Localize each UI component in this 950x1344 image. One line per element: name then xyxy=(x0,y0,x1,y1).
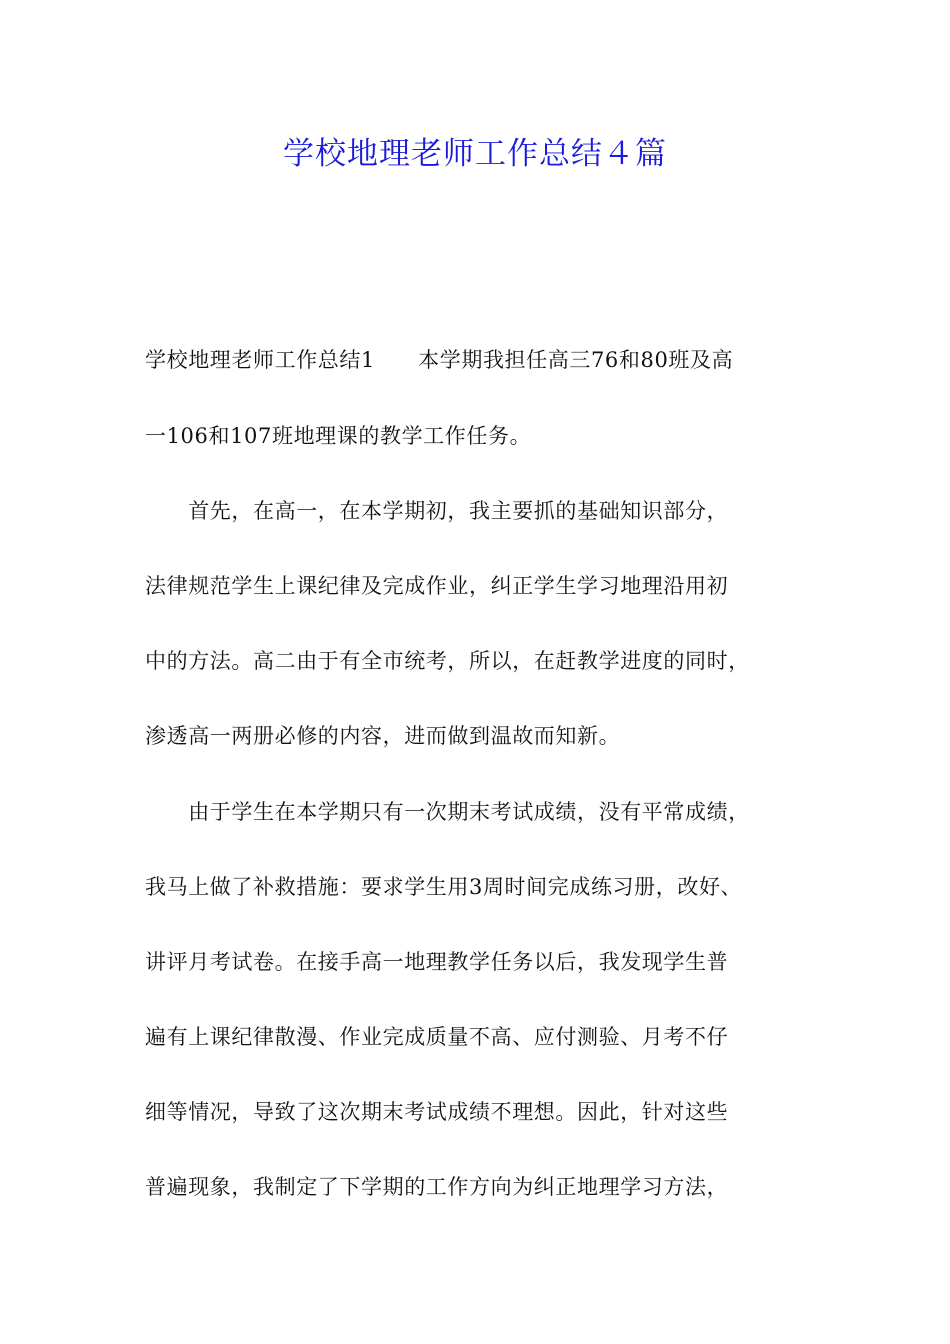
body-line: 普遍现象，我制定了下学期的工作方向为纠正地理学习方法， xyxy=(145,1175,729,1199)
body-line: 遍有上课纪律散漫、作业完成质量不高、应付测验、月考不仔 xyxy=(145,1025,729,1049)
body-line: 渗透高一两册必修的内容，进而做到温故而知新。 xyxy=(145,724,621,748)
body-line: 由于学生在本学期只有一次期末考试成绩，没有平常成绩， xyxy=(145,800,750,824)
body-line: 学校地理老师工作总结1 本学期我担任高三76和80班及高 xyxy=(145,348,734,372)
body-line: 细等情况，导致了这次期末考试成绩不理想。因此，针对这些 xyxy=(145,1100,729,1124)
body-line: 一106和107班地理课的教学工作任务。 xyxy=(145,424,532,448)
body-line: 我马上做了补救措施：要求学生用3周时间完成练习册，改好、 xyxy=(145,875,743,899)
body-line: 法律规范学生上课纪律及完成作业，纠正学生学习地理沿用初 xyxy=(145,574,729,598)
body-line: 中的方法。高二由于有全市统考，所以，在赶教学进度的同时， xyxy=(145,649,750,673)
body-line: 讲评月考试卷。在接手高一地理教学任务以后，我发现学生普 xyxy=(145,950,729,974)
body-line: 首先，在高一，在本学期初，我主要抓的基础知识部分， xyxy=(145,499,729,523)
document-title: 学校地理老师工作总结４篇 xyxy=(283,136,667,172)
